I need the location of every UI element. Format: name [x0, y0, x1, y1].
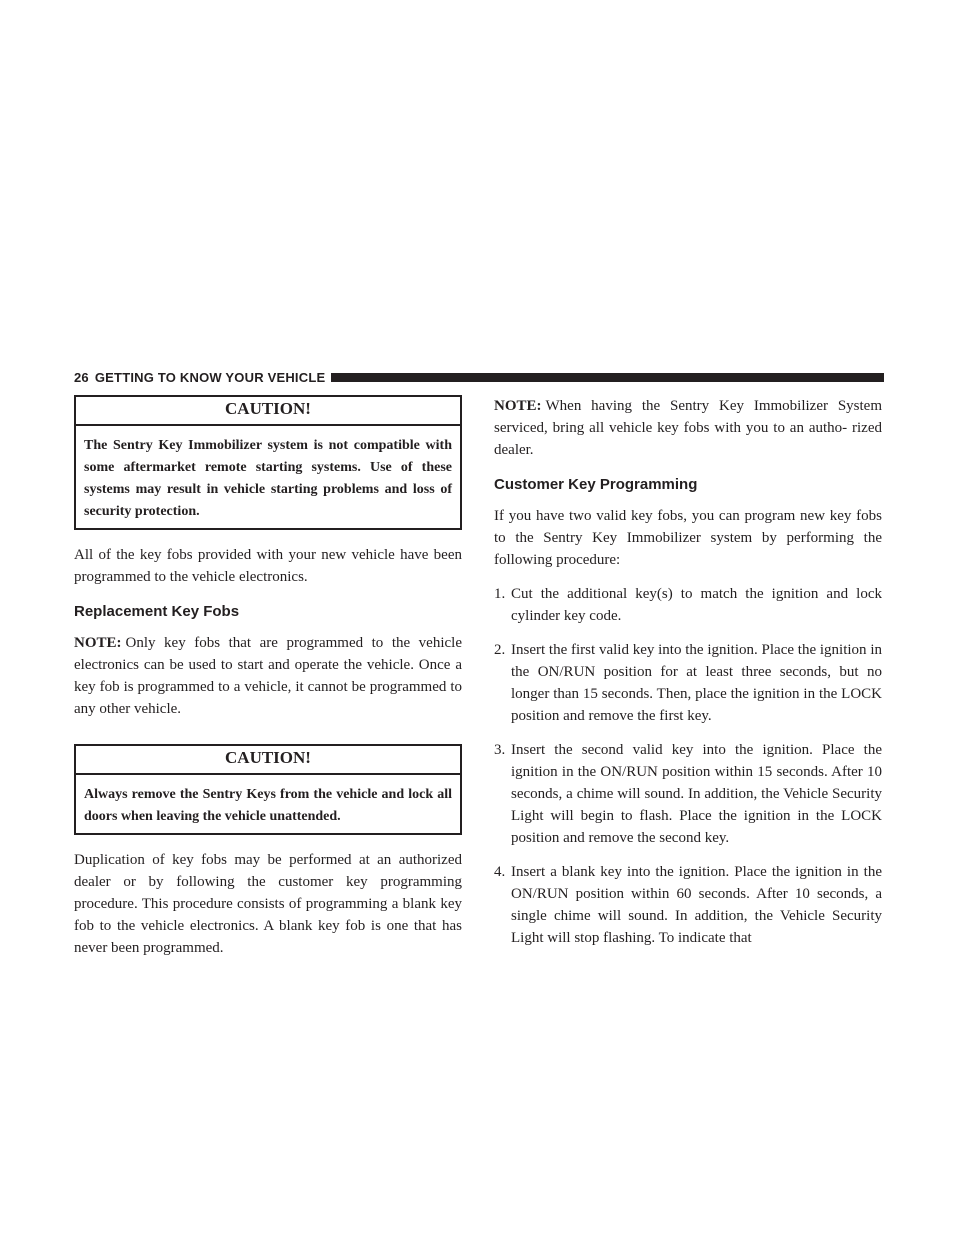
caution-box-compatibility — [74, 395, 462, 530]
page-number: 26 — [74, 369, 89, 385]
step-text: Insert the first valid key into the ignition. Place the ignition in the ON/RUN position for at least three seconds, but no longer than 15 seconds. Then, place the ignition in the LOCK position and remove the first key. — [511, 642, 882, 724]
caution-title: CAUTION! — [76, 746, 460, 775]
list-item — [494, 639, 882, 727]
programming-steps — [494, 583, 882, 949]
note-label: NOTE: — [74, 635, 122, 651]
step-text: Insert the second valid key into the ignition. Place the ignition in the ON/RUN position within 15 seconds. After 10 seconds, a chime will sound. In addition, the Vehicle Security Light will begin to flash. Place the ignition in the LOCK position and remove the second key. — [511, 742, 882, 846]
step-number: 2. — [494, 642, 506, 658]
note-text: Only key fobs that are programmed to the vehicle electronics can be used to start and operate the vehicle. Once a key fob is programmed to a vehicle, it cannot be programmed to any other vehicle. — [74, 635, 462, 717]
list-item — [494, 861, 882, 949]
step-text: Insert a blank key into the ignition. Place the ignition in the ON/RUN position within 60 seconds. After 10 seconds, a single chime will sound. In addition, the Vehicle Security Light will stop flashing. To indicate that — [511, 864, 882, 946]
left-column — [74, 395, 462, 959]
heading-customer-key-programming: Customer Key Programming — [494, 476, 698, 493]
list-item — [494, 739, 882, 849]
note-replacement — [74, 632, 462, 720]
right-column — [494, 395, 882, 961]
section-title: GETTING TO KNOW YOUR VEHICLE — [94, 369, 326, 385]
paragraph-duplication: Duplication of key fobs may be performed at an authorized dealer or by following the customer key programming procedure. This procedure consists of programming a blank key fob to the vehicle electronics. A blank key fob is one that has never been programmed. — [74, 852, 462, 956]
paragraph-programmed-fobs: All of the key fobs provided with your new vehicle have been programmed to the vehicle electronics. — [74, 547, 462, 585]
step-number: 4. — [494, 864, 506, 880]
note-text: When having the Sentry Key Immobilizer System serviced, bring all vehicle key fobs with you to an autho- rized dealer. — [494, 398, 882, 458]
list-item — [494, 583, 882, 627]
header-rule — [331, 373, 884, 382]
step-text: Cut the additional key(s) to match the ignition and lock cylinder key code. — [511, 586, 882, 624]
heading-replacement-key-fobs: Replacement Key Fobs — [74, 603, 240, 620]
note-servicing — [494, 395, 882, 461]
caution-title: CAUTION! — [76, 397, 460, 426]
page-header — [74, 369, 884, 385]
caution-text: The Sentry Key Immobilizer system is not compatible with some aftermarket remote starting systems. Use of these systems may result in vehicle starting problems and loss of security protection. — [84, 438, 452, 519]
step-number: 1. — [494, 586, 506, 602]
step-number: 3. — [494, 742, 506, 758]
note-label: NOTE: — [494, 398, 542, 414]
caution-box-remove-keys — [74, 744, 462, 835]
paragraph-intro: If you have two valid key fobs, you can program new key fobs to the Sentry Key Immobilizer system by performing the following procedure: — [494, 508, 882, 568]
caution-text: Always remove the Sentry Keys from the vehicle and lock all doors when leaving the vehicle unattended. — [84, 787, 452, 824]
